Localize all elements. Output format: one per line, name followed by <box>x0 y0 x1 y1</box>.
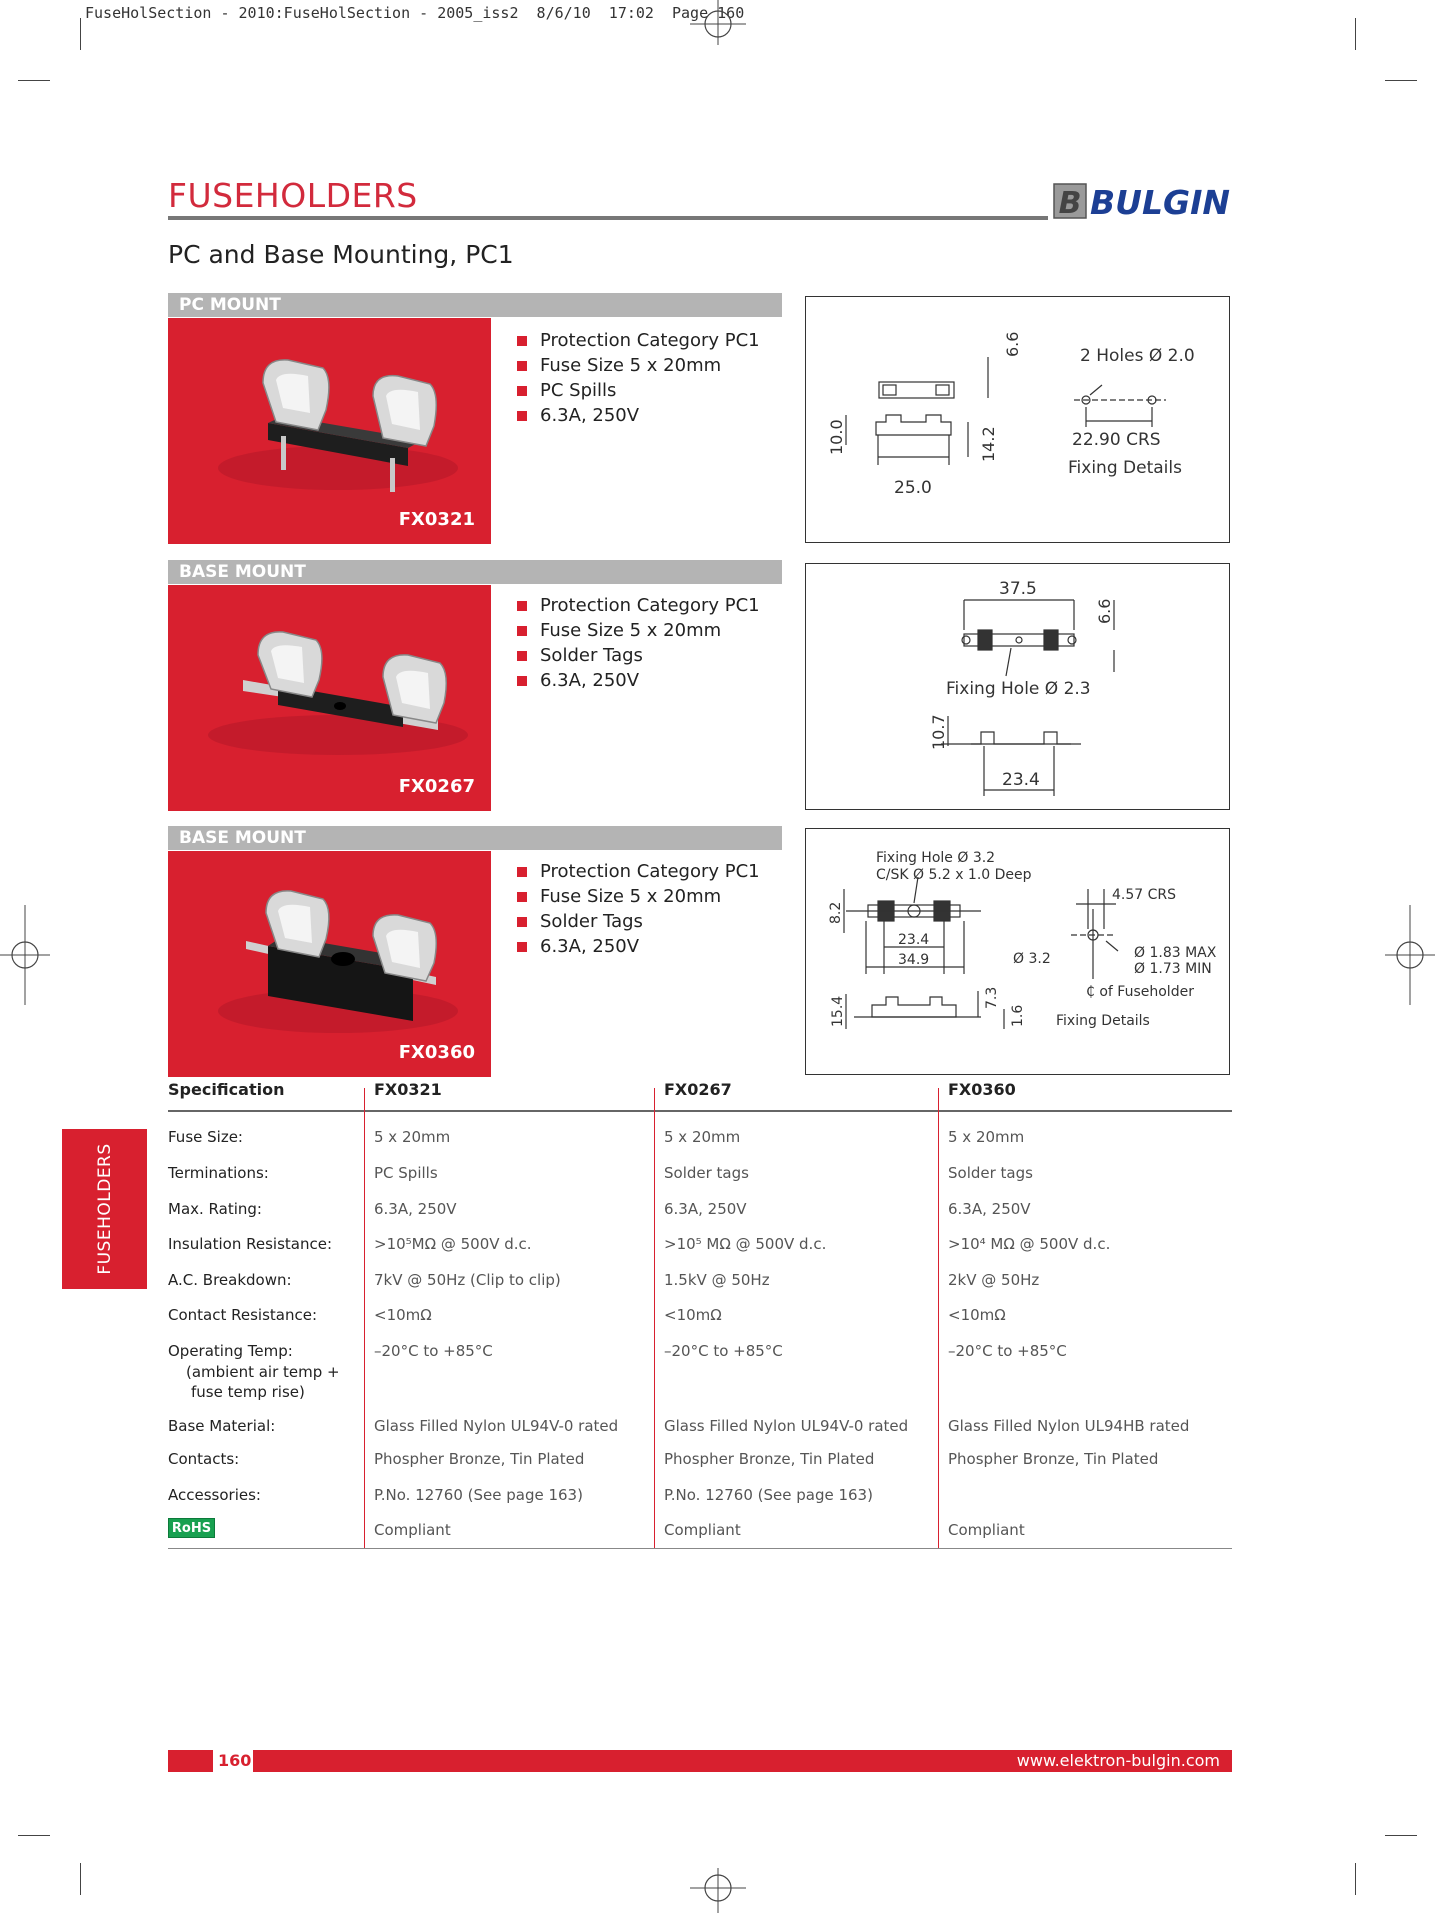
spec-label: Insulation Resistance: <box>168 1235 332 1253</box>
spec-label: Contacts: <box>168 1450 240 1468</box>
list-item: PC Spills <box>517 378 760 403</box>
dim-label: 34.9 <box>898 952 930 968</box>
product-photo-fx0321 <box>168 318 491 544</box>
spec-value: –20°C to +85°C <box>948 1342 1067 1360</box>
dim-label: Fixing Details <box>1056 1013 1150 1029</box>
spec-value: 5 x 20mm <box>374 1128 451 1146</box>
technical-drawing-fx0360 <box>805 828 1230 1075</box>
spec-label: Max. Rating: <box>168 1200 262 1218</box>
dim-label: Fixing Hole Ø 2.3 <box>946 679 1091 699</box>
spec-label: A.C. Breakdown: <box>168 1271 292 1289</box>
dim-label: 2 Holes Ø 2.0 <box>1080 346 1195 366</box>
product-code: FX0321 <box>398 509 475 530</box>
crop-mark <box>1355 18 1356 50</box>
spec-value: Phospher Bronze, Tin Plated <box>374 1450 585 1468</box>
bulgin-logo <box>1052 180 1232 222</box>
dim-label: 7.3 <box>984 986 1000 1009</box>
spec-label: Accessories: <box>168 1486 261 1504</box>
list-item: Solder Tags <box>517 909 760 934</box>
spec-value: >10⁴ MΩ @ 500V d.c. <box>948 1235 1111 1253</box>
spec-value: 5 x 20mm <box>948 1128 1025 1146</box>
footer-bar <box>168 1750 1232 1772</box>
spec-value: Compliant <box>948 1521 1025 1539</box>
list-item: Fuse Size 5 x 20mm <box>517 884 760 909</box>
dim-label: 6.6 <box>1003 331 1022 357</box>
footer-url[interactable]: www.elektron-bulgin.com <box>1016 1751 1220 1770</box>
dim-label: 23.4 <box>898 932 930 948</box>
dim-label: Fixing Hole Ø 3.2 <box>876 850 996 866</box>
spec-label: Terminations: <box>168 1164 269 1182</box>
spec-value: 1.5kV @ 50Hz <box>664 1271 770 1289</box>
spec-value: 6.3A, 250V <box>374 1200 457 1218</box>
crop-mark <box>18 80 50 81</box>
list-item: Protection Category PC1 <box>517 859 760 884</box>
section-bar-pc-mount: PC MOUNT <box>168 293 782 317</box>
table-header-cell: FX0321 <box>374 1080 442 1099</box>
dim-label: 22.90 CRS <box>1072 430 1161 450</box>
spec-value: 5 x 20mm <box>664 1128 741 1146</box>
rohs-badge: RoHS <box>168 1518 215 1538</box>
page-number: 160 <box>218 1751 252 1770</box>
product-code: FX0267 <box>398 776 475 797</box>
dim-label: 37.5 <box>999 579 1037 599</box>
registration-mark-icon <box>690 1868 746 1913</box>
spec-label: Contact Resistance: <box>168 1306 318 1324</box>
registration-mark-icon <box>690 0 746 45</box>
printer-slug: FuseHolSection - 2010:FuseHolSection - 2005_iss2 8/6/10 17:02 Page 160 <box>85 4 745 22</box>
spec-value: Glass Filled Nylon UL94V-0 rated <box>374 1417 619 1435</box>
section-bar-base-mount: BASE MOUNT <box>168 560 782 584</box>
technical-drawing-fx0267 <box>805 563 1230 810</box>
logo-text: BULGIN <box>1090 183 1230 222</box>
list-item: Fuse Size 5 x 20mm <box>517 353 760 378</box>
table-header-cell: Specification <box>168 1080 285 1099</box>
column-divider <box>364 1088 365 1548</box>
dim-label: Ø 1.83 MAX <box>1134 945 1217 961</box>
feature-list <box>517 328 760 428</box>
dim-label: 6.6 <box>1095 598 1114 624</box>
page-subtitle: PC and Base Mounting, PC1 <box>168 240 514 269</box>
dim-label: 10.0 <box>827 419 846 455</box>
crop-mark <box>1355 1863 1356 1895</box>
spec-value: Phospher Bronze, Tin Plated <box>948 1450 1159 1468</box>
spec-value: PC Spills <box>374 1164 438 1182</box>
list-item: 6.3A, 250V <box>517 668 760 693</box>
column-divider <box>938 1088 939 1548</box>
crop-mark <box>80 1863 81 1895</box>
title-rule <box>168 216 1048 220</box>
column-divider <box>654 1088 655 1548</box>
spec-value: >10⁵ MΩ @ 500V d.c. <box>664 1235 827 1253</box>
footer-block <box>168 1750 213 1772</box>
technical-drawing-fx0321 <box>805 296 1230 543</box>
dim-label: 10.7 <box>929 714 948 750</box>
spec-value: P.No. 12760 (See page 163) <box>374 1486 583 1504</box>
list-item: Fuse Size 5 x 20mm <box>517 618 760 643</box>
dim-label: Fixing Details <box>1068 458 1182 478</box>
table-header-cell: FX0267 <box>664 1080 732 1099</box>
spec-value: Solder tags <box>664 1164 749 1182</box>
dim-label: 23.4 <box>1002 770 1040 790</box>
dim-label: ₵ of Fuseholder <box>1086 984 1194 1000</box>
spec-value: <10mΩ <box>664 1306 722 1324</box>
spec-value: 6.3A, 250V <box>948 1200 1031 1218</box>
spec-value: –20°C to +85°C <box>374 1342 493 1360</box>
page-title: FUSEHOLDERS <box>168 176 418 215</box>
spec-label-note: (ambient air temp + <box>186 1363 340 1381</box>
spec-label-note: fuse temp rise) <box>191 1383 305 1401</box>
list-item: 6.3A, 250V <box>517 403 760 428</box>
section-side-tab <box>62 1129 147 1289</box>
spec-label: Fuse Size: <box>168 1128 243 1146</box>
dim-label: 8.2 <box>828 901 844 924</box>
dim-label: 1.6 <box>1010 1004 1026 1027</box>
dim-label: 14.2 <box>979 426 998 462</box>
list-item: Protection Category PC1 <box>517 328 760 353</box>
spec-value: Glass Filled Nylon UL94HB rated <box>948 1417 1190 1435</box>
spec-value: Solder tags <box>948 1164 1033 1182</box>
dim-label: Ø 1.73 MIN <box>1134 961 1212 977</box>
crop-mark <box>1385 80 1417 81</box>
dim-label: C/SK Ø 5.2 x 1.0 Deep <box>876 867 1032 883</box>
dim-label: Ø 3.2 <box>1013 951 1051 967</box>
feature-list <box>517 859 760 959</box>
spec-value: Compliant <box>664 1521 741 1539</box>
registration-mark-icon <box>0 905 50 1005</box>
list-item: 6.3A, 250V <box>517 934 760 959</box>
product-code: FX0360 <box>398 1042 475 1063</box>
logo-mark: B <box>1058 186 1082 221</box>
feature-list <box>517 593 760 693</box>
list-item: Solder Tags <box>517 643 760 668</box>
spec-value: 6.3A, 250V <box>664 1200 747 1218</box>
crop-mark <box>18 1835 50 1836</box>
spec-value: Phospher Bronze, Tin Plated <box>664 1450 875 1468</box>
registration-mark-icon <box>1385 905 1435 1005</box>
dim-label: 15.4 <box>830 995 846 1027</box>
side-tab-label: FUSEHOLDERS <box>94 1143 115 1275</box>
spec-value: Glass Filled Nylon UL94V-0 rated <box>664 1417 909 1435</box>
crop-mark <box>1385 1835 1417 1836</box>
spec-value: <10mΩ <box>948 1306 1006 1324</box>
crop-mark <box>80 18 81 50</box>
dim-label: 25.0 <box>894 478 932 498</box>
product-photo-fx0360 <box>168 851 491 1077</box>
footer-block <box>253 1750 1232 1772</box>
table-bottom-rule <box>168 1548 1232 1549</box>
spec-value: 7kV @ 50Hz (Clip to clip) <box>374 1271 561 1289</box>
spec-label: Operating Temp: <box>168 1342 293 1360</box>
spec-value: P.No. 12760 (See page 163) <box>664 1486 873 1504</box>
table-header-cell: FX0360 <box>948 1080 1016 1099</box>
product-photo-fx0267 <box>168 585 491 811</box>
table-header-rule <box>168 1110 1232 1112</box>
section-bar-base-mount: BASE MOUNT <box>168 826 782 850</box>
spec-value: –20°C to +85°C <box>664 1342 783 1360</box>
spec-value: 2kV @ 50Hz <box>948 1271 1040 1289</box>
spec-value: Compliant <box>374 1521 451 1539</box>
spec-value: >10⁵MΩ @ 500V d.c. <box>374 1235 532 1253</box>
list-item: Protection Category PC1 <box>517 593 760 618</box>
spec-value: <10mΩ <box>374 1306 432 1324</box>
spec-label: Base Material: <box>168 1417 276 1435</box>
dim-label: 4.57 CRS <box>1112 887 1177 903</box>
